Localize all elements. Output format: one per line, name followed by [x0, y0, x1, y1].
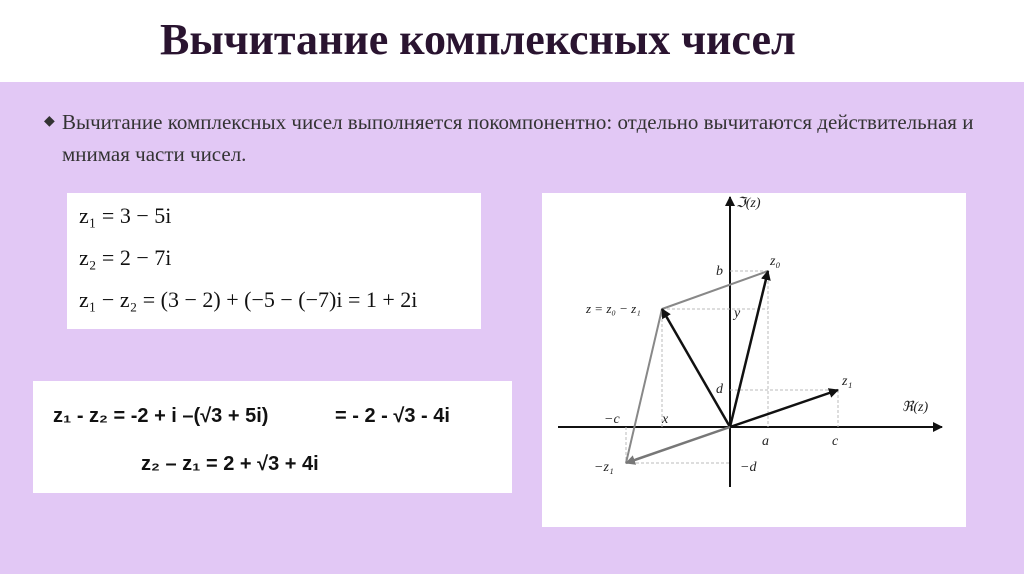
parallelogram-left-side — [626, 309, 662, 463]
bullet-point — [44, 106, 1004, 170]
formula-z2: z₂ = 2 − 7i — [79, 245, 172, 270]
bullet-text: Вычитание комплексных чисел выполняется покомпонентно: отдельно вычитаются действительная и мнимая части чисел. — [62, 110, 974, 166]
formula-difference: z₁ − z₂ = (3 − 2) + (−5 − (−7)i = 1 + 2i — [79, 287, 418, 312]
label-minus-c: −c — [604, 412, 620, 427]
vector-z0 — [730, 271, 768, 427]
complex-plane-diagram — [542, 193, 966, 527]
label-x: x — [662, 412, 669, 427]
label-minus-z1: −z₁ — [594, 460, 614, 475]
vector-z-difference — [662, 309, 730, 427]
label-c: c — [832, 434, 839, 449]
label-minus-d: −d — [740, 460, 757, 475]
formula-box-sqrt — [33, 381, 512, 493]
diamond-bullet-icon: ◆ — [44, 114, 55, 129]
label-z1: z₁ — [842, 374, 853, 389]
label-z0: z₀ — [770, 254, 781, 269]
formula-z1-minus-z2: z₁ - z₂ = -2 + i –(√3 + 5i) — [53, 405, 269, 427]
label-b: b — [716, 264, 723, 279]
parallelogram-top-side — [662, 271, 768, 309]
slide-title: Вычитание комплексных чисел — [160, 15, 796, 64]
label-z-difference: z = z₀ − z₁ — [586, 301, 641, 316]
formula-z1: z₁ = 3 − 5i — [79, 203, 172, 228]
guide-lines — [626, 271, 838, 463]
formula-z2-minus-z1: z₂ – z₁ = 2 + √3 + 4i — [141, 453, 319, 475]
formula-z1-minus-z2-result: = - 2 - √3 - 4i — [335, 405, 450, 427]
complex-plane-svg — [542, 193, 966, 527]
formula-box-integer — [67, 193, 481, 329]
vector-z1 — [730, 390, 838, 427]
label-a: a — [762, 434, 769, 449]
label-imaginary-axis: ℑ(z) — [736, 196, 761, 211]
label-d: d — [716, 382, 723, 397]
title-bar — [0, 0, 1024, 82]
vector-minus-z1 — [626, 427, 730, 463]
label-y: y — [734, 306, 741, 321]
label-real-axis: ℜ(z) — [902, 400, 929, 415]
